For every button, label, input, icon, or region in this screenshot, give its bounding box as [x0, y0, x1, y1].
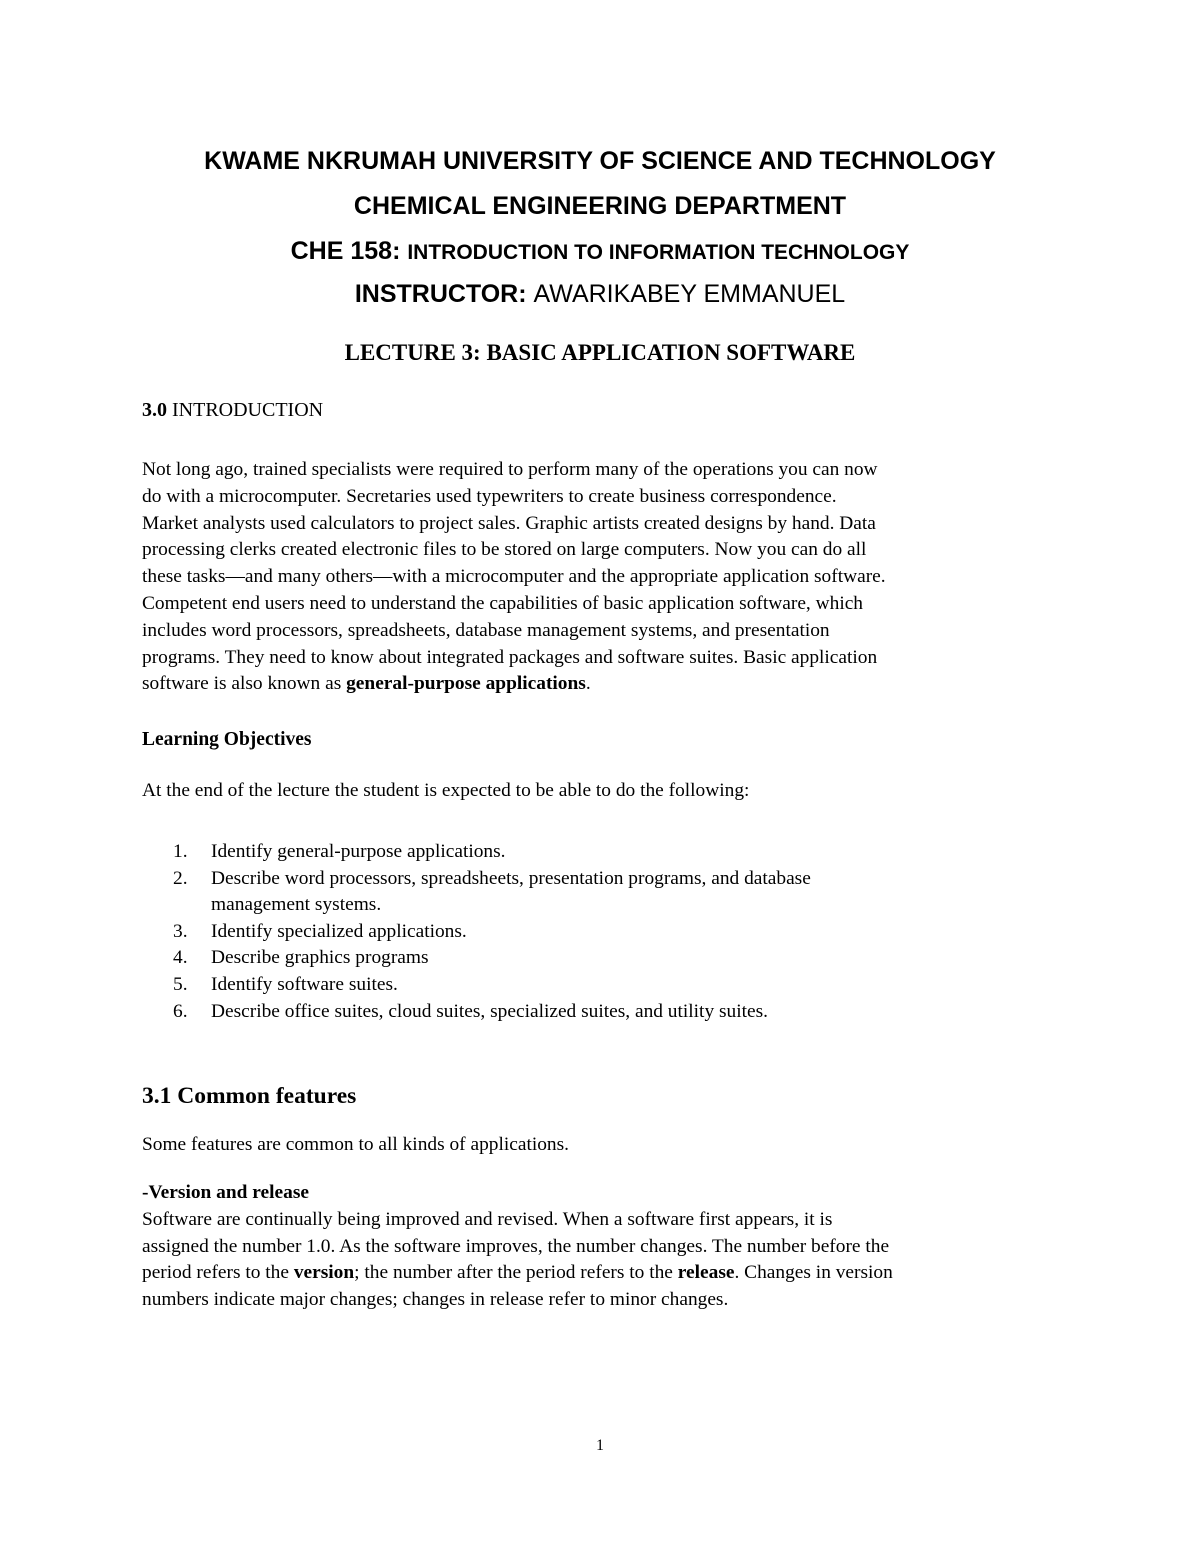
release-term: release [677, 1262, 735, 1284]
intro-heading [142, 399, 323, 422]
list-number: 6. [173, 1000, 188, 1022]
list-item [173, 866, 1058, 919]
intro-heading-text: INTRODUCTION [172, 399, 324, 421]
common-features-lead: Some features are common to all kinds of applications. [142, 1134, 570, 1155]
list-item [173, 839, 1058, 866]
intro-last-period: . [585, 673, 591, 695]
intro-line-last [142, 671, 1058, 698]
list-text: Identify general-purpose applications. [211, 841, 506, 862]
version-line: Software are continually being improved and revised. When a software first appears, it is [142, 1208, 833, 1230]
list-number: 2. [173, 867, 188, 889]
objectives-list [173, 839, 1058, 1025]
list-number: 5. [173, 973, 188, 995]
list-item [173, 999, 1058, 1026]
general-purpose-term: general-purpose applications [346, 673, 586, 695]
intro-line: processing clerks created electronic files to be stored on large computers. Now you can do all [142, 539, 867, 561]
intro-line: Not long ago, trained specialists were required to perform many of the operations you can now [142, 459, 878, 480]
lecture-title: LECTURE 3: BASIC APPLICATION SOFTWARE [344, 340, 856, 365]
list-text: Identify software suites. [211, 973, 398, 995]
instructor-label: INSTRUCTOR: [354, 280, 527, 308]
university-name: KWAME NKRUMAH UNIVERSITY OF SCIENCE AND TECHNOLOGY [204, 147, 996, 175]
common-features-heading: 3.1 Common features [142, 1083, 357, 1109]
intro-last-text: software is also known as [142, 673, 347, 695]
list-item [173, 972, 1058, 999]
intro-line: Market analysts used calculators to project sales. Graphic artists created designs by hand. Data [142, 512, 876, 534]
version-line: assigned the number 1.0. As the software improves, the number changes. The number before the [142, 1235, 890, 1257]
list-number: 3. [173, 920, 188, 942]
list-number: 1. [173, 841, 188, 862]
intro-line: programs. They need to know about integrated packages and software suites. Basic application [142, 646, 878, 668]
instructor-name: AWARIKABEY EMMANUEL [533, 280, 846, 308]
list-text: Identify specialized applications. [211, 920, 467, 942]
intro-line: Competent end users need to understand the capabilities of basic application software, which [142, 592, 864, 614]
list-number: 4. [173, 947, 188, 969]
intro-paragraph [142, 457, 1058, 698]
course-line [0, 237, 1200, 266]
intro-line: these tasks—and many others—with a microcomputer and the appropriate application software. [142, 566, 886, 588]
list-text: Describe graphics programs [211, 947, 429, 969]
list-text: Describe office suites, cloud suites, specialized suites, and utility suites. [211, 1000, 768, 1022]
version-line [142, 1260, 1058, 1287]
course-code: CHE 158: [290, 237, 401, 265]
version-release-subheading: -Version and release [142, 1182, 309, 1203]
list-item [173, 945, 1058, 972]
course-title: INTRODUCTION TO INFORMATION TECHNOLOGY [407, 241, 910, 264]
page-number: 1 [596, 1437, 604, 1454]
objectives-title: Learning Objectives [142, 729, 312, 750]
intro-line: includes word processors, spreadsheets, database management systems, and presentation [142, 619, 830, 641]
version-text: ; the number after the period refers to the [354, 1262, 678, 1284]
version-term: version [293, 1262, 355, 1284]
intro-number: 3.0 [142, 399, 167, 421]
list-item [173, 919, 1058, 946]
version-release-section [142, 1180, 1058, 1314]
instructor-line [0, 280, 1200, 309]
version-text: . Changes in version [734, 1262, 893, 1284]
department-name: CHEMICAL ENGINEERING DEPARTMENT [353, 192, 847, 220]
list-text: Describe word processors, spreadsheets, presentation programs, and database [211, 867, 811, 889]
list-text-continued: management systems. [211, 894, 382, 916]
version-text: period refers to the [142, 1262, 294, 1284]
intro-line: do with a microcomputer. Secretaries used typewriters to create business correspondence. [142, 485, 837, 507]
version-line: numbers indicate major changes; changes in release refer to minor changes. [142, 1289, 729, 1311]
objectives-lead: At the end of the lecture the student is expected to be able to do the following: [142, 780, 750, 801]
